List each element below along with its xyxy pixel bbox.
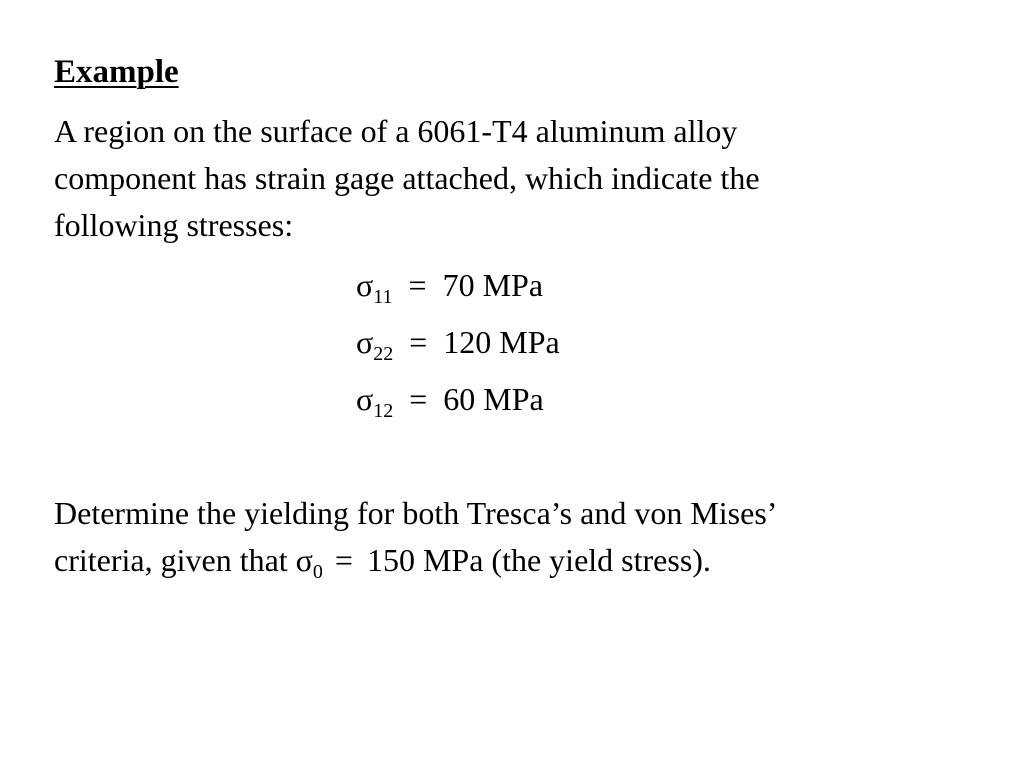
sigma-symbol: σ (295, 542, 313, 578)
stress-subscript: 11 (373, 286, 393, 308)
question-line-2 (54, 537, 777, 596)
stress-value: 70 MPa (442, 267, 544, 303)
slide-heading: Example (54, 54, 179, 90)
equals-sign: = (409, 324, 428, 360)
sigma-symbol: σ (356, 324, 374, 360)
sigma-symbol: σ (356, 267, 374, 303)
equals-sign: = (408, 267, 427, 303)
stress-subscript: 12 (373, 400, 394, 422)
question-line-2-start: criteria, given that (54, 542, 296, 578)
stress-sigma-12 (356, 379, 544, 431)
equals-sign: = (334, 542, 353, 578)
problem-question (54, 490, 777, 596)
intro-line-2: component has strain gage attached, which indicate the (54, 160, 760, 196)
stress-sigma-11 (356, 265, 543, 317)
stress-value: 120 MPa (443, 324, 560, 360)
stress-subscript: 22 (373, 343, 394, 365)
sigma-symbol: σ (356, 381, 374, 417)
stress-value: 60 MPa (443, 381, 544, 417)
intro-line-3: following stresses: (54, 207, 294, 243)
intro-line-1: A region on the surface of a 6061-T4 aluminum alloy (54, 113, 738, 149)
equals-sign: = (409, 381, 428, 417)
question-line-1: Determine the yielding for both Tresca’s and von Mises’ (54, 495, 778, 531)
stress-sigma-22 (356, 322, 560, 374)
problem-intro (54, 108, 760, 249)
question-line-2-end: 150 MPa (the yield stress). (366, 542, 711, 578)
yield-stress-subscript: 0 (312, 561, 323, 583)
